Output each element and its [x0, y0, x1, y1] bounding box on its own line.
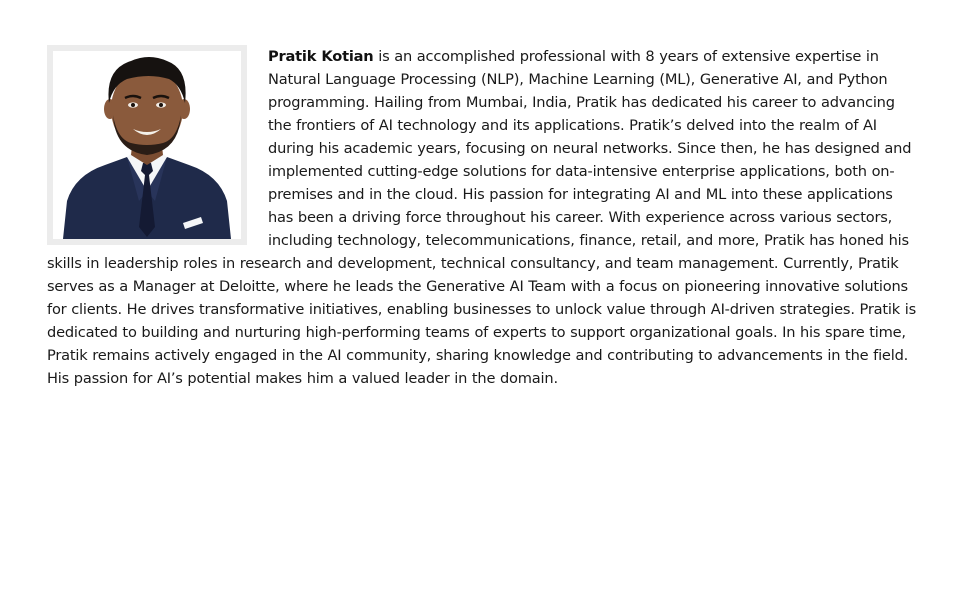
author-name: Pratik Kotian — [268, 48, 374, 65]
author-photo — [47, 45, 247, 245]
author-bio-text: is an accomplished professional with 8 years of extensive expertise in Natural Language Processing (NLP), Machine Learning (ML), Generative AI, and Python programming. Hailing from Mumbai, India, Pratik has dedicated his career to advancing the frontiers of AI technology and its applications. Pratik’s delved into the realm of AI during his academic years, focusing on neural networks. Since then, he has designed and implemented cutting-edge solutions for data-intensive enterprise applications, both on-premises and in the cloud. His passion for integrating AI and ML into these applications has been a driving force throughout his career. With experience across various sectors, including technology, telecommunications, finance, retail, and more, Pratik has honed his skills in leadership roles in research and development, technical consultancy, and team management. Currently, Pratik serves as a Manager at Deloitte, where he leads the Generative AI Team with a focus on pioneering innovative solutions for clients. He drives transformative initiatives, enabling businesses to unlock value through AI-driven strategies. Pratik is dedicated to building and nurturing high-performing teams of experts to support organizational goals. In his spare time, Pratik remains actively engaged in the AI community, sharing knowledge and contributing to advancements in the field. His passion for AI’s potential makes him a valued leader in the domain. — [47, 48, 917, 387]
portrait-photo-icon — [53, 51, 241, 239]
author-bio — [47, 45, 917, 390]
